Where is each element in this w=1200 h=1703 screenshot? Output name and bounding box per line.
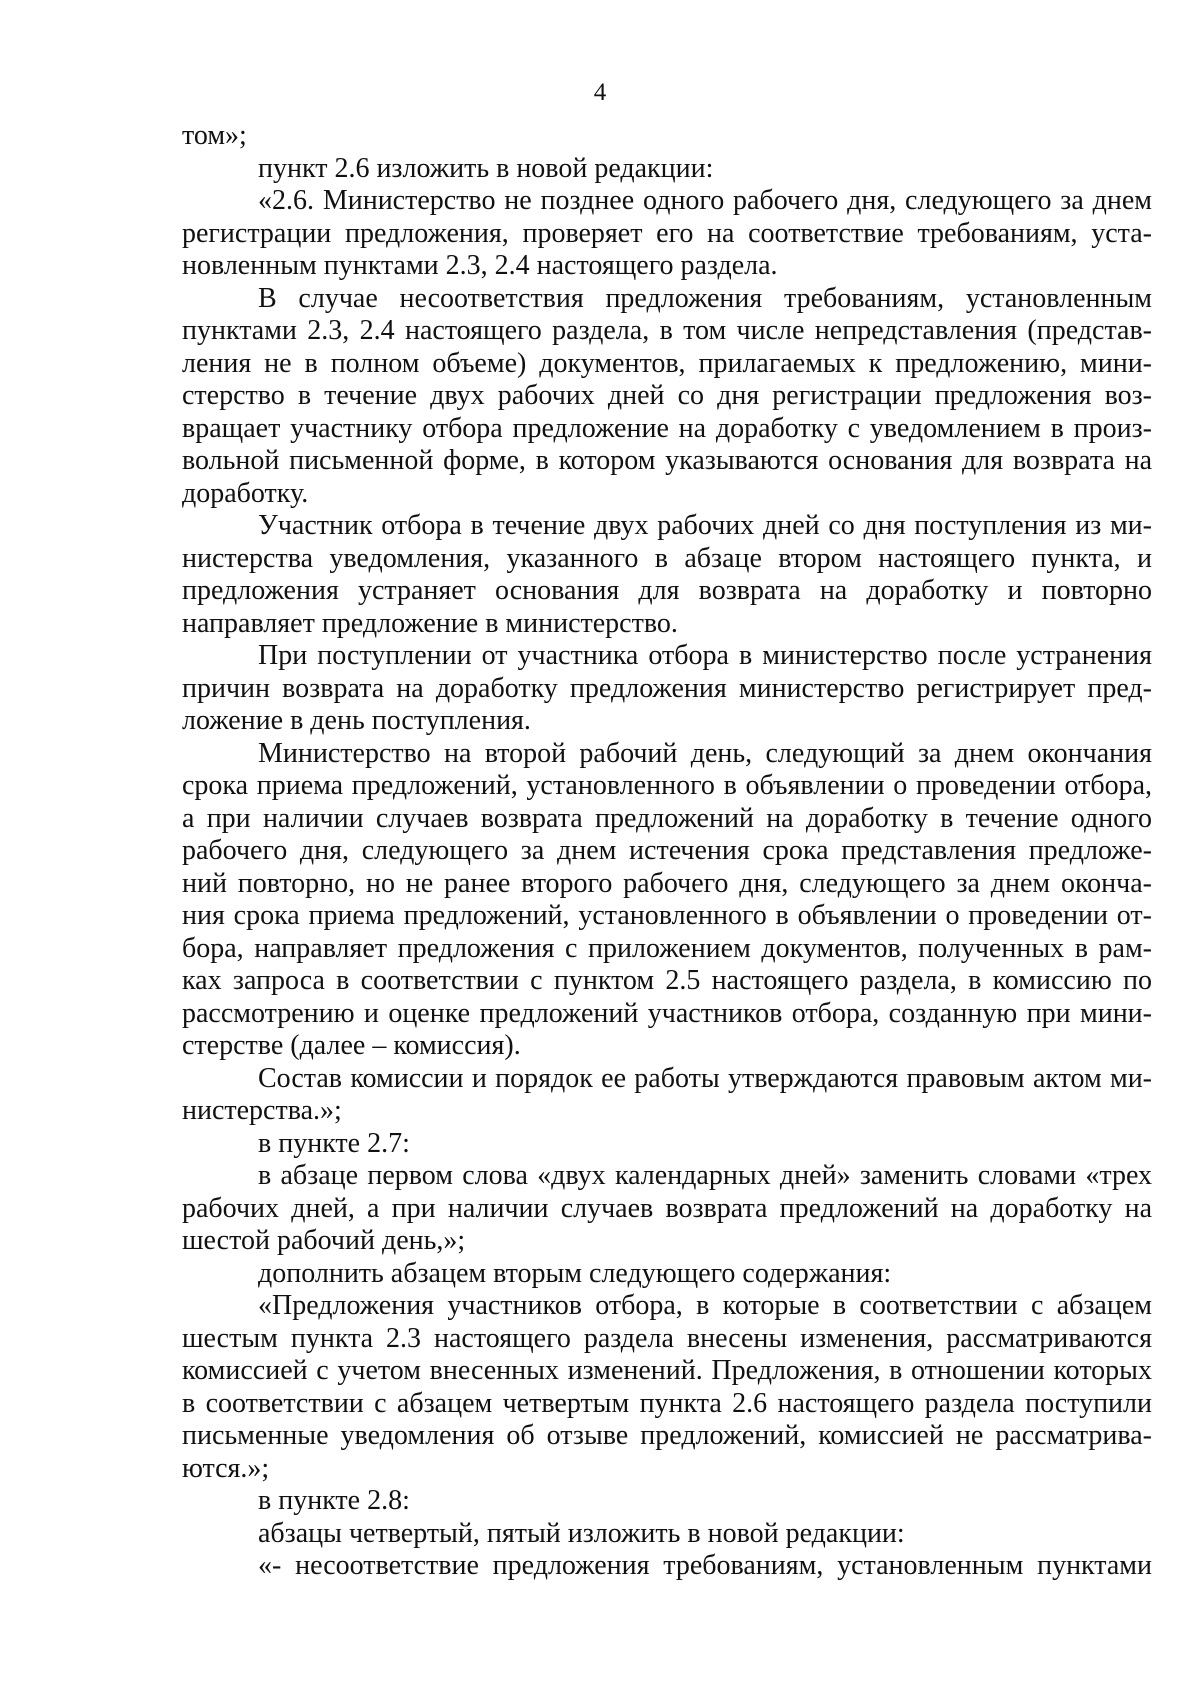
text-line: а при наличии случаев возврата предложений на доработку в течение одного — [182, 802, 1152, 834]
text-line: абзацы четвертый, пятый изложить в новой редакции: — [258, 1517, 905, 1549]
text-line: В случае несоответствия предложения требованиям, установленным — [258, 282, 1152, 314]
text-line: вольной письменной форме, в котором указываются основания для возврата на — [182, 445, 1152, 476]
text-line: вращает участнику отбора предложение на доработку с уведомлением в произ- — [182, 412, 1152, 444]
text-line: Участник отбора в течение двух рабочих дней со дня поступления из ми- — [258, 510, 1152, 541]
text-line: пункт 2.6 изложить в новой редакции: — [258, 152, 714, 184]
text-line: предложения устраняет основания для возврата на доработку и повторно — [182, 575, 1152, 606]
text-line: комиссией с учетом внесенных изменений. Предложения, в отношении которых — [182, 1355, 1152, 1386]
text-line: шестой рабочий день,»; — [182, 1225, 466, 1256]
text-line: доработку. — [182, 477, 309, 509]
text-line: стерство в течение двух рабочих дней со дня регистрации предложения воз- — [182, 380, 1152, 411]
text-line: ния срока приема предложений, установленного в объявлении о проведении от- — [182, 900, 1152, 931]
text-line: рассмотрению и оценке предложений участников отбора, созданную при мини- — [182, 997, 1152, 1029]
text-line: ках запроса в соответствии с пунктом 2.5 настоящего раздела, в комиссию по — [182, 965, 1152, 996]
text-line: том»; — [182, 120, 247, 151]
text-line: «2.6. Министерство не позднее одного рабочего дня, следующего за днем — [258, 185, 1152, 216]
text-line: в соответствии с абзацем четвертым пункта 2.6 настоящего раздела поступили — [182, 1387, 1152, 1419]
text-line: Министерство на второй рабочий день, следующий за днем окончания — [258, 737, 1152, 769]
page-number: 4 — [593, 79, 607, 106]
text-line: ний повторно, но не ранее второго рабочего дня, следующего за днем оконча- — [182, 867, 1152, 899]
text-line: ления не в полном объеме) документов, прилагаемых к предложению, мини- — [182, 347, 1152, 379]
text-line: новленным пунктами 2.3, 2.4 настоящего раздела. — [182, 250, 778, 281]
text-line: направляет предложение в министерство. — [182, 607, 678, 639]
text-line: регистрации предложения, проверяет его на соответствие требованиям, уста- — [182, 217, 1152, 249]
text-line: рабочих дней, а при наличии случаев возврата предложений на доработку на — [182, 1192, 1152, 1224]
text-line: дополнить абзацем вторым следующего содержания: — [258, 1257, 892, 1289]
text-line: бора, направляет предложения с приложением документов, полученных в рам- — [182, 932, 1152, 964]
text-line: ются.»; — [182, 1452, 270, 1484]
text-line: рабочего дня, следующего за днем истечения срока представления предложе- — [182, 835, 1152, 866]
text-line: письменные уведомления об отзыве предложений, комиссией не рассматрива- — [182, 1420, 1152, 1451]
text-line: шестым пункта 2.3 настоящего раздела внесены изменения, рассматриваются — [182, 1322, 1152, 1354]
text-line: «- несоответствие предложения требованиям, установленным пунктами — [258, 1550, 1152, 1581]
text-line: «Предложения участников отбора, в которые в соответствии с абзацем — [258, 1290, 1152, 1321]
document-body — [182, 120, 1152, 1583]
text-line: нистерства уведомления, указанного в абзаце втором настоящего пункта, и — [182, 542, 1152, 574]
text-line: пунктами 2.3, 2.4 настоящего раздела, в том числе непредставления (представ- — [182, 315, 1152, 346]
text-line: в пункте 2.8: — [258, 1485, 410, 1516]
text-line: нистерства.»; — [182, 1095, 342, 1126]
text-line: причин возврата на доработку предложения министерство регистрирует пред- — [182, 672, 1152, 704]
text-line: Состав комиссии и порядок ее работы утверждаются правовым актом ми- — [258, 1062, 1152, 1094]
text-line: При поступлении от участника отбора в министерство после устранения — [258, 640, 1152, 671]
text-line: в пункте 2.7: — [258, 1127, 410, 1159]
text-line: в абзаце первом слова «двух календарных дней» заменить словами «трех — [258, 1160, 1152, 1191]
text-line: срока приема предложений, установленного в объявлении о проведении отбора, — [182, 770, 1152, 801]
text-line: стерстве (далее – комиссия). — [182, 1030, 521, 1061]
text-line: ложение в день поступления. — [182, 705, 531, 736]
